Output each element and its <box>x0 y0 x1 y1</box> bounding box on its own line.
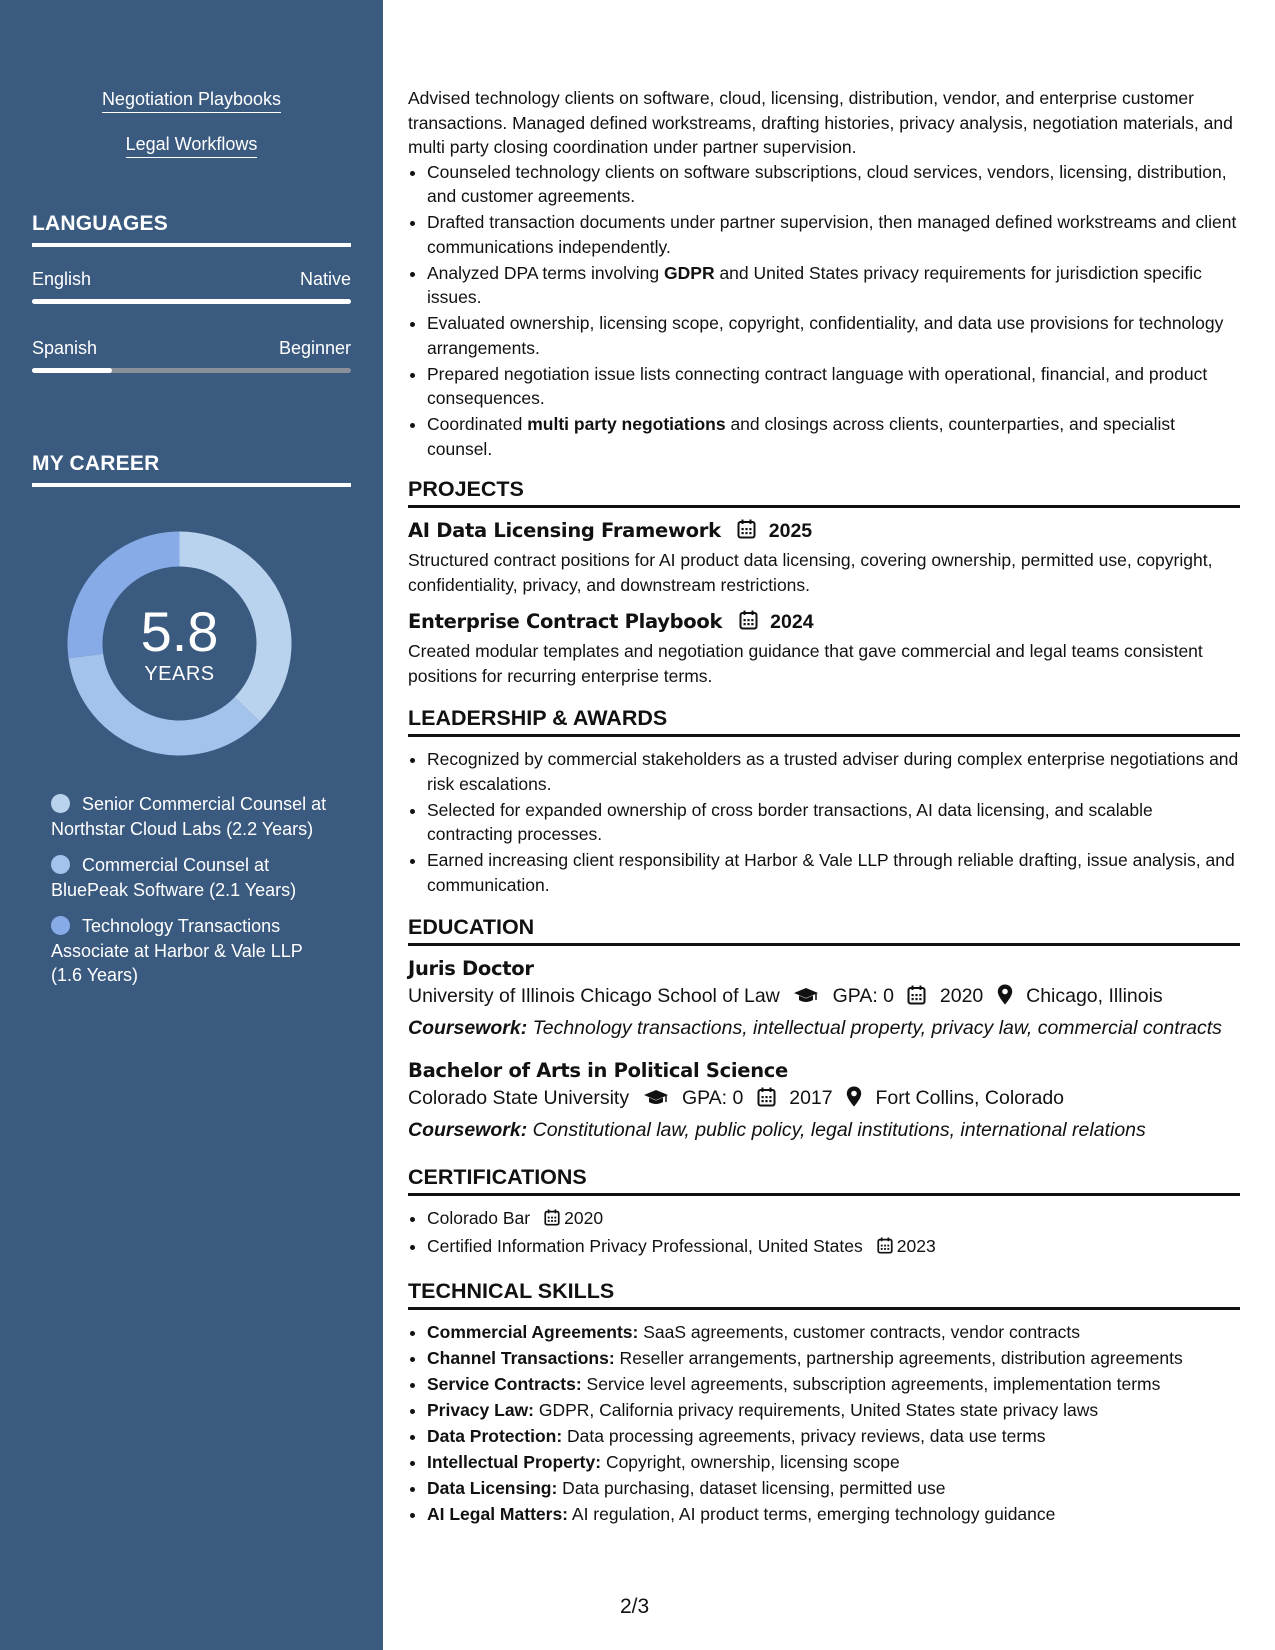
skill-value: Data purchasing, dataset licensing, permitted use <box>557 1477 946 1498</box>
project-title-row <box>408 518 1240 546</box>
skill-item <box>427 1450 1240 1475</box>
legend-dot-icon <box>51 794 70 813</box>
graduation-cap-icon <box>793 985 819 1013</box>
experience-bullet <box>427 210 1240 259</box>
sidebar-link-row <box>0 133 383 158</box>
skill-value: Service level agreements, subscription agreements, implementation terms <box>581 1373 1161 1394</box>
coursework-label: Coursework: <box>408 1119 528 1141</box>
project-year: 2025 <box>768 520 813 542</box>
certification-name: Colorado Bar <box>427 1208 531 1228</box>
leadership-item: • Selected for expanded ownership of cross border transactions, AI data licensing, and scalable contracting processes. <box>427 798 1240 847</box>
leadership-item: • Earned increasing client responsibility at Harbor & Vale LLP through reliable drafting, issue analysis, and communication. <box>427 848 1240 897</box>
certification-year: 2023 <box>896 1236 936 1256</box>
project-title: AI Data Licensing Framework <box>408 519 721 542</box>
project-item <box>408 518 1240 597</box>
bullet-text: and closings across clients, counterparties, and specialist counsel. <box>427 414 1175 459</box>
career-item-label: Senior Commercial Counsel at Northstar Cloud Labs (2.2 Years) <box>51 794 327 839</box>
language-row <box>32 337 351 359</box>
skill-label: Commercial Agreements: <box>427 1321 639 1342</box>
certification-year: 2020 <box>564 1208 604 1228</box>
language-proficiency-bar <box>32 368 351 373</box>
education-meta <box>408 982 1240 1013</box>
projects-heading: PROJECTS <box>408 475 1240 508</box>
career-list <box>51 792 331 1000</box>
calendar-icon <box>907 985 926 1013</box>
project-year: 2024 <box>770 611 814 633</box>
education-item <box>408 956 1240 1041</box>
coursework-text: Technology transactions, intellectual property, privacy law, commercial contracts <box>527 1017 1222 1039</box>
language-proficiency-fill <box>32 368 112 373</box>
legend-dot-icon <box>51 916 70 935</box>
bullet-emphasis: multi party negotiations <box>527 414 726 434</box>
skill-label: Data Protection: <box>427 1425 563 1446</box>
education-meta <box>408 1084 1240 1115</box>
education-heading: EDUCATION <box>408 913 1240 946</box>
career-item <box>51 853 331 902</box>
project-title-row <box>408 609 1240 637</box>
skill-label: Intellectual Property: <box>427 1451 602 1472</box>
skill-value: Copyright, ownership, licensing scope <box>601 1451 900 1472</box>
location-pin-icon <box>846 1086 862 1115</box>
education-coursework <box>408 1118 1240 1143</box>
education-degree: Bachelor of Arts in Political Science <box>408 1059 788 1082</box>
skills-list <box>408 1320 1240 1527</box>
calendar-icon <box>877 1236 893 1261</box>
language-level: Native <box>299 269 351 289</box>
bullet-emphasis: GDPR <box>664 262 715 283</box>
project-title: Enterprise Contract Playbook <box>408 610 723 633</box>
skill-item <box>427 1320 1240 1345</box>
skill-item <box>427 1424 1240 1449</box>
skill-value: GDPR, California privacy requirements, United States state privacy laws <box>534 1399 1099 1420</box>
calendar-icon <box>544 1208 560 1233</box>
career-total-value: 5.8 <box>140 599 219 663</box>
education-coursework <box>408 1016 1240 1041</box>
skill-label: Privacy Law: <box>427 1399 534 1420</box>
bullet-text: Drafted transaction documents under partner supervision, then managed defined workstreams and client communications independently. <box>427 212 1237 257</box>
certification-item <box>427 1206 1240 1233</box>
education-location: Chicago, Illinois <box>1026 985 1163 1007</box>
certification-item <box>427 1234 1240 1261</box>
bullet-text: and United States privacy requirements for jurisdiction specific issues. <box>427 262 1202 307</box>
skills-heading: TECHNICAL SKILLS <box>408 1277 1240 1310</box>
skill-value: SaaS agreements, customer contracts, vendor contracts <box>638 1321 1080 1342</box>
career-total <box>67 531 292 756</box>
coursework-text: Constitutional law, public policy, legal institutions, international relations <box>527 1119 1146 1141</box>
coursework-label: Coursework: <box>408 1017 528 1039</box>
skill-label: Data Licensing: <box>427 1477 558 1498</box>
education-year: 2017 <box>789 1087 833 1109</box>
education-school: University of Illinois Chicago School of Law <box>408 985 780 1007</box>
leadership-heading: LEADERSHIP & AWARDS <box>408 704 1240 737</box>
education-year: 2020 <box>939 985 984 1007</box>
skill-item <box>427 1502 1240 1527</box>
career-item <box>51 914 331 988</box>
link-legal-workflows[interactable]: Legal Workflows <box>126 133 258 158</box>
language-proficiency-fill <box>32 299 351 304</box>
career-total-unit: YEARS <box>144 662 215 685</box>
project-item <box>408 609 1240 688</box>
graduation-cap-icon <box>643 1087 669 1115</box>
experience-bullet <box>427 261 1240 310</box>
location-pin-icon <box>997 984 1013 1013</box>
career-item-label: Technology Transactions Associate at Harbor & Vale LLP (1.6 Years) <box>51 916 303 985</box>
languages-heading: LANGUAGES <box>32 211 351 247</box>
education-location: Fort Collins, Colorado <box>875 1087 1065 1109</box>
language-name: English <box>32 269 92 289</box>
bullet-text: Analyzed DPA terms involving <box>427 262 665 283</box>
legend-dot-icon <box>51 855 70 874</box>
skill-value: Reseller arrangements, partnership agreements, distribution agreements <box>614 1347 1183 1368</box>
calendar-icon <box>757 1087 776 1115</box>
certification-name: Certified Information Privacy Professional, United States <box>427 1236 863 1256</box>
skill-item <box>427 1372 1240 1397</box>
education-gpa: GPA: 0 <box>681 1087 744 1109</box>
experience-bullet <box>427 311 1240 360</box>
skill-value: AI regulation, AI product terms, emerging technology guidance <box>568 1503 1056 1524</box>
career-heading: MY CAREER <box>32 451 351 487</box>
certifications-heading: CERTIFICATIONS <box>408 1163 1240 1196</box>
page-number: 2/3 <box>620 1595 650 1618</box>
main-content <box>408 86 1240 1528</box>
education-school: Colorado State University <box>408 1087 630 1109</box>
bullet-text: Coordinated <box>427 414 528 434</box>
experience-bullet <box>427 412 1240 461</box>
skill-label: Service Contracts: <box>427 1373 582 1394</box>
calendar-icon <box>737 519 756 546</box>
certifications-list <box>408 1206 1240 1261</box>
calendar-icon <box>739 610 758 637</box>
skill-item <box>427 1346 1240 1371</box>
sidebar <box>0 0 383 1650</box>
skill-item <box>427 1398 1240 1423</box>
language-level: Beginner <box>278 338 351 358</box>
career-item-label: Commercial Counsel at BluePeak Software (2.1 Years) <box>51 855 297 900</box>
bullet-text: Prepared negotiation issue lists connecting contract language with operational, financial, and product consequences. <box>427 363 1208 408</box>
education-gpa: GPA: 0 <box>832 985 895 1007</box>
skill-label: Channel Transactions: <box>427 1347 615 1368</box>
language-proficiency-bar <box>32 299 351 304</box>
career-donut-chart <box>67 531 292 756</box>
experience-bullets <box>408 160 1240 462</box>
skill-label: AI Legal Matters: <box>427 1503 568 1524</box>
education-degree: Juris Doctor <box>408 957 534 980</box>
leadership-list <box>408 747 1240 897</box>
experience-bullet <box>427 160 1240 209</box>
experience-summary: Advised technology clients on software, cloud, licensing, distribution, vendor, and enterprise customer transactions. Managed defined workstreams, drafting histories, privacy analysis, negotiation materials, and multi party closing coordination under partner supervision. <box>408 88 1233 157</box>
experience-bullet <box>427 362 1240 411</box>
sidebar-link-row <box>0 88 383 113</box>
project-description: Created modular templates and negotiation guidance that gave commercial and legal teams consistent positions for recurring enterprise terms. <box>408 641 1203 686</box>
bullet-text: Counseled technology clients on software subscriptions, cloud services, vendors, licensing, distribution, and customer agreements. <box>427 161 1227 206</box>
language-name: Spanish <box>32 338 98 358</box>
education-item <box>408 1058 1240 1143</box>
career-item <box>51 792 331 841</box>
skill-item <box>427 1476 1240 1501</box>
leadership-item: • Recognized by commercial stakeholders as a trusted adviser during complex enterprise negotiations and risk escalations. <box>427 747 1240 796</box>
link-negotiation-playbooks[interactable]: Negotiation Playbooks <box>102 88 281 113</box>
bullet-text: Evaluated ownership, licensing scope, copyright, confidentiality, and data use provisions for technology arrangements. <box>427 313 1224 358</box>
language-row <box>32 268 351 290</box>
skill-value: Data processing agreements, privacy reviews, data use terms <box>562 1425 1046 1446</box>
project-description: Structured contract positions for AI product data licensing, covering ownership, permitted use, copyright, confidentiality, privacy, and downstream restrictions. <box>408 550 1213 595</box>
